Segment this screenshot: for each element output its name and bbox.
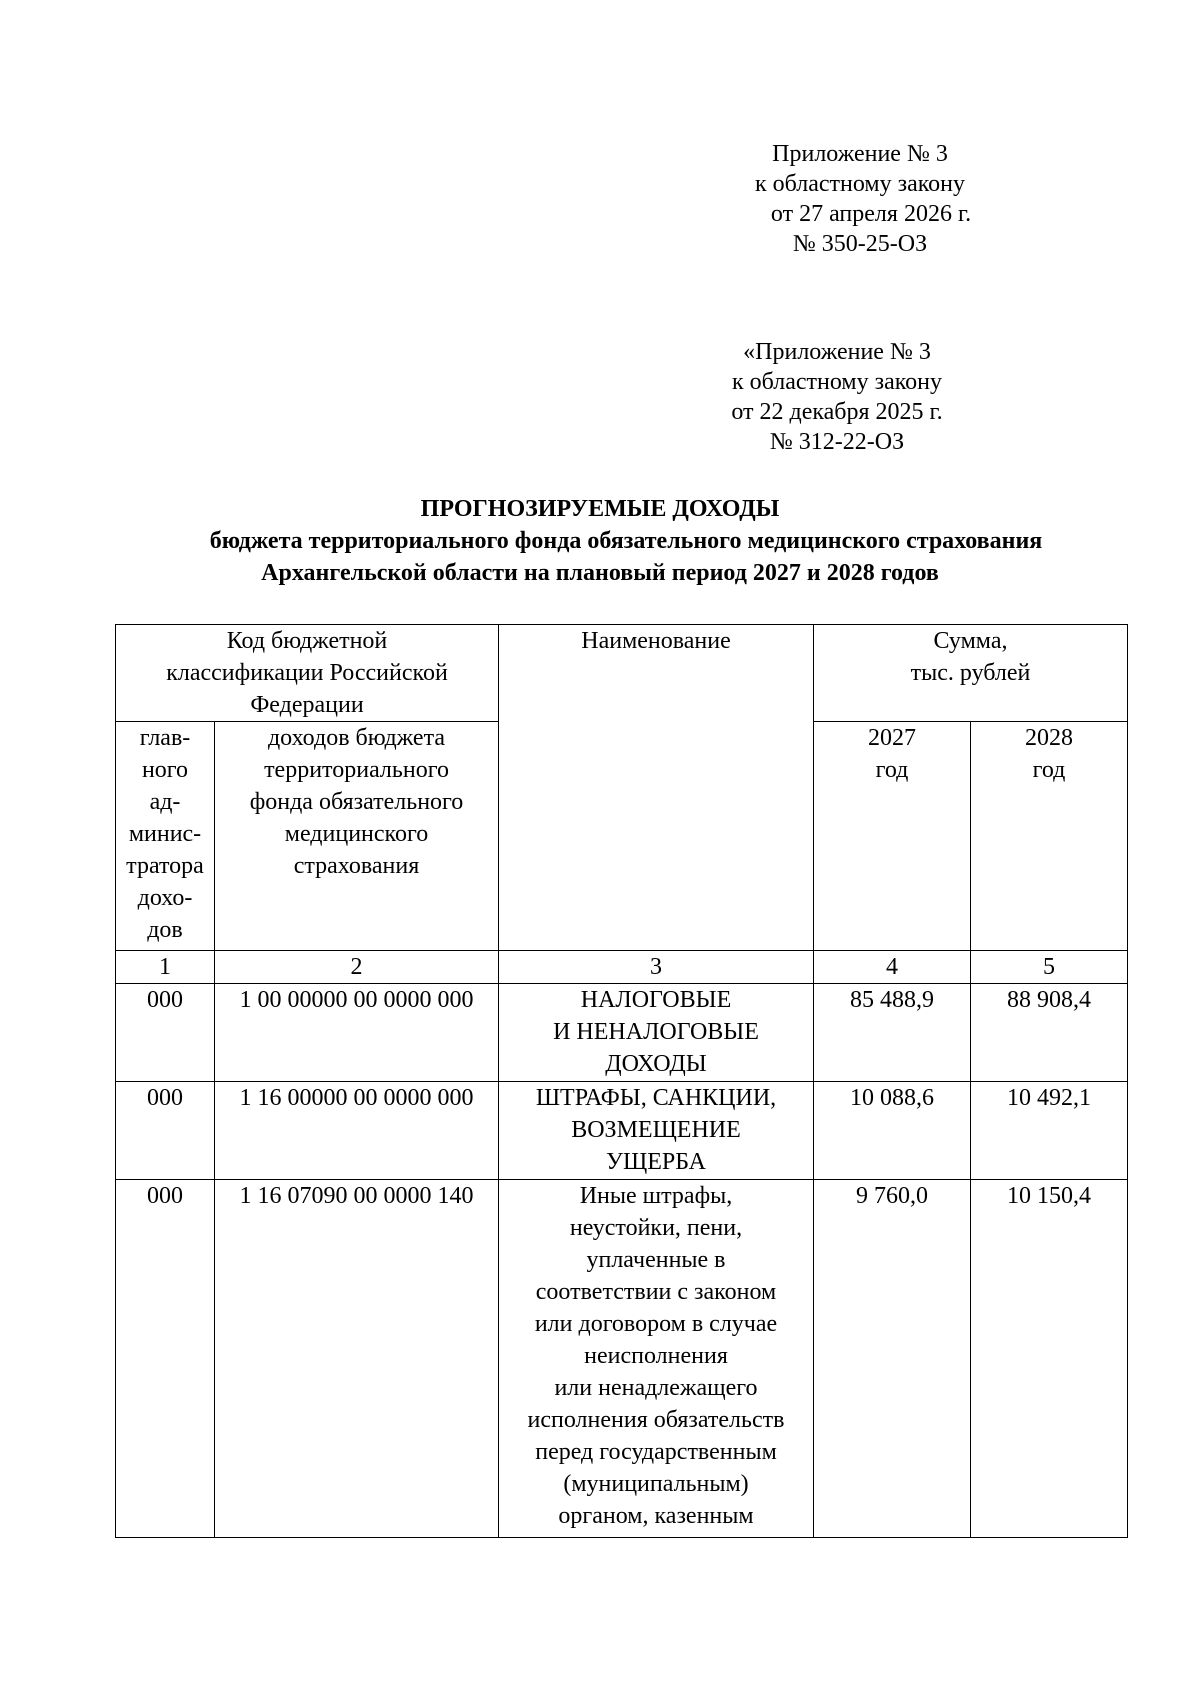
attachment-block-new <box>740 139 980 259</box>
title-line: ПРОГНОЗИРУЕМЫЕ ДОХОДЫ <box>420 496 780 522</box>
attachment-line: «Приложение № 3 <box>743 339 931 365</box>
revenue-name-cell: ШТРАФЫ, САНКЦИИ, ВОЗМЕЩЕНИЕ УЩЕРБА <box>499 1082 814 1180</box>
revenue-table <box>115 624 1128 1538</box>
budget-code-cell: 1 00 00000 00 0000 000 <box>215 984 499 1082</box>
sum-2028-cell: 88 908,4 <box>971 984 1128 1082</box>
attachment-line: от 22 декабря 2025 г. <box>731 399 943 425</box>
attachment-line: к областному закону <box>731 369 943 395</box>
title-line: Архангельской области на плановый период 2027 и 2028 годов <box>261 560 939 586</box>
header-sum-group: Сумма, тыс. рублей <box>814 625 1128 722</box>
column-number: 5 <box>971 951 1128 984</box>
header-income-code: доходов бюджета территориального фонда обязательного медицинского страхования <box>215 722 499 951</box>
sum-2027-cell: 10 088,6 <box>814 1082 971 1180</box>
sum-2027-cell: 85 488,9 <box>814 984 971 1082</box>
column-number: 2 <box>215 951 499 984</box>
header-admin: глав- ного ад- минис- тратора дохо- дов <box>116 722 215 951</box>
column-number: 1 <box>116 951 215 984</box>
budget-code-cell: 1 16 07090 00 0000 140 <box>215 1180 499 1538</box>
column-number: 3 <box>499 951 814 984</box>
title-line: бюджета территориального фонда обязательного медицинского страхования <box>209 528 1043 554</box>
attachment-line: к областному закону <box>754 171 966 197</box>
table-row <box>116 1082 1128 1180</box>
attachment-block-old <box>707 337 967 457</box>
sum-2028-cell: 10 150,4 <box>971 1180 1128 1538</box>
header-year-2027: 2027 год <box>814 722 971 951</box>
sum-2027-cell: 9 760,0 <box>814 1180 971 1538</box>
budget-code-cell: 1 16 00000 00 0000 000 <box>215 1082 499 1180</box>
column-number-row <box>116 951 1128 984</box>
header-name: Наименование <box>499 625 814 951</box>
attachment-line: № 350-25-ОЗ <box>792 231 928 257</box>
document-title <box>0 493 1200 589</box>
admin-code-cell: 000 <box>116 984 215 1082</box>
sum-2028-cell: 10 492,1 <box>971 1082 1128 1180</box>
header-year-2028: 2028 год <box>971 722 1128 951</box>
header-code-group: Код бюджетной классификации Российской Федерации <box>116 625 499 722</box>
revenue-name-cell: НАЛОГОВЫЕ И НЕНАЛОГОВЫЕ ДОХОДЫ <box>499 984 814 1082</box>
attachment-line: Приложение № 3 <box>772 141 948 167</box>
table-row <box>116 1180 1128 1538</box>
revenue-name-cell: Иные штрафы, неустойки, пени, уплаченные в соответствии с законом или договором в случае неисполнения или ненадлежащего исполнения обязательств перед государственным (муниципальным) органом, казенным <box>499 1180 814 1538</box>
attachment-line: № 312-22-ОЗ <box>769 429 905 455</box>
column-number: 4 <box>814 951 971 984</box>
admin-code-cell: 000 <box>116 1082 215 1180</box>
table-row <box>116 984 1128 1082</box>
attachment-line: от 27 апреля 2026 г. <box>770 201 972 227</box>
admin-code-cell: 000 <box>116 1180 215 1538</box>
